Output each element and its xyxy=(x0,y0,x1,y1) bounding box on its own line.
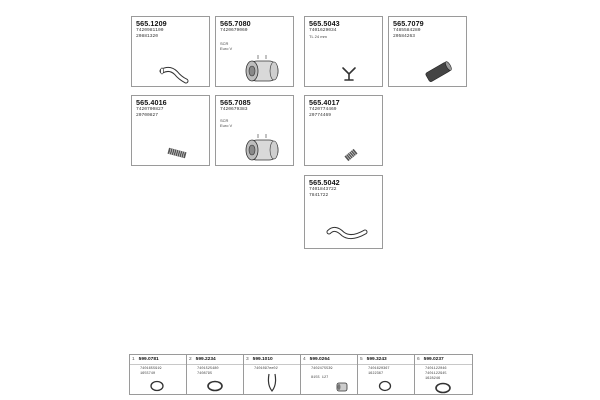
pipe-connector-image xyxy=(335,381,349,393)
accessory-reference: 7401525480 xyxy=(197,367,219,371)
reference-number: 7420700827 xyxy=(136,107,164,112)
reference-number: 20774469 xyxy=(309,113,332,118)
catalytic-converter-image xyxy=(244,55,284,85)
accessory-reference: 7401655919 xyxy=(140,367,162,371)
accessory-reference: 7402475539 xyxy=(311,367,333,371)
part-number: 565.4017 xyxy=(309,98,340,107)
part-number: 565.7085 xyxy=(220,98,251,107)
accessory-part-number: 599.0781 xyxy=(138,357,159,362)
part-card-565-4017[interactable] xyxy=(304,95,383,166)
reference-number: 7420679060 xyxy=(220,28,248,33)
u-bolt-image xyxy=(266,373,278,393)
reference-number: 20700827 xyxy=(136,113,159,118)
ring-clamp-image xyxy=(378,380,392,392)
accessory-index: 3 xyxy=(246,357,249,362)
part-card-565-7085[interactable] xyxy=(215,95,294,166)
reference-number: 7401843722 xyxy=(309,187,337,192)
accessory-cell[interactable] xyxy=(187,355,244,394)
reference-number: 20584263 xyxy=(393,34,416,39)
part-card-565-5043[interactable] xyxy=(304,16,383,87)
part-note: SCR Euro V xyxy=(220,41,233,51)
accessory-index: 4 xyxy=(303,357,306,362)
ring-clamp-image xyxy=(150,380,164,392)
reference-number: 7420774469 xyxy=(309,107,337,112)
part-card-565-4016[interactable] xyxy=(131,95,210,166)
exhaust-pipe-bend-image xyxy=(160,61,190,87)
reference-number: 7420981100 xyxy=(136,28,164,33)
ring-clamp-image xyxy=(435,382,451,394)
part-number: 565.5042 xyxy=(309,178,340,187)
part-number: 565.5043 xyxy=(309,19,340,28)
reference-number: 7485584280 xyxy=(393,28,421,33)
reference-number: 20881320 xyxy=(136,34,159,39)
gasket-clamp-image xyxy=(339,65,359,83)
accessory-reference: 7401620367 xyxy=(368,367,390,371)
part-card-565-7079[interactable] xyxy=(388,16,467,87)
part-number: 565.4016 xyxy=(136,98,167,107)
accessory-cell[interactable] xyxy=(415,355,472,394)
part-note: TL 24 mm xyxy=(309,34,327,39)
accessory-reference: 7401122945 1628246 xyxy=(425,372,447,381)
accessory-reference: 7401122046 xyxy=(425,367,447,371)
accessory-part-number: 599.0237 xyxy=(423,357,444,362)
accessory-cell[interactable] xyxy=(301,355,358,394)
accessory-cell[interactable] xyxy=(358,355,415,394)
accessory-part-number: 599.2234 xyxy=(195,357,216,362)
exhaust-pipe-image xyxy=(325,222,371,244)
part-card-565-1209[interactable] xyxy=(131,16,210,87)
accessory-part-number: 599.0264 xyxy=(309,357,330,362)
part-number: 565.1209 xyxy=(136,19,167,28)
catalytic-converter-image xyxy=(244,134,284,164)
accessory-index: 1 xyxy=(132,357,135,362)
reference-number: 7420679383 xyxy=(220,107,248,112)
reference-number: 7841722 xyxy=(309,193,329,198)
accessory-reference: 7408795 xyxy=(197,372,213,376)
accessory-cell[interactable] xyxy=(130,355,187,394)
part-card-565-7080[interactable] xyxy=(215,16,294,87)
flexible-hose-image xyxy=(166,147,188,159)
accessory-strip xyxy=(129,354,473,395)
part-number: 565.7080 xyxy=(220,19,251,28)
accessory-reference: 7401097ee02 xyxy=(254,367,278,371)
accessory-part-number: 599.1010 xyxy=(252,357,273,362)
accessory-index: 2 xyxy=(189,357,192,362)
accessory-part-number: 599.3243 xyxy=(366,357,387,362)
ring-clamp-image xyxy=(207,380,223,392)
accessory-reference: 1622367 xyxy=(368,372,384,376)
accessory-reference: 1655740 xyxy=(140,372,156,376)
accessory-index: 6 xyxy=(417,357,420,362)
part-number: 565.7079 xyxy=(393,19,424,28)
flexible-hose-image xyxy=(343,148,359,162)
accessory-cell[interactable] xyxy=(244,355,301,394)
accessory-reference: 8155 127 xyxy=(311,376,329,380)
part-card-565-5042[interactable] xyxy=(304,175,383,249)
silencer-pipe-image xyxy=(423,60,453,84)
accessory-index: 5 xyxy=(360,357,363,362)
part-note: SCR Euro V xyxy=(220,118,233,128)
reference-number: 7401629034 xyxy=(309,28,337,33)
